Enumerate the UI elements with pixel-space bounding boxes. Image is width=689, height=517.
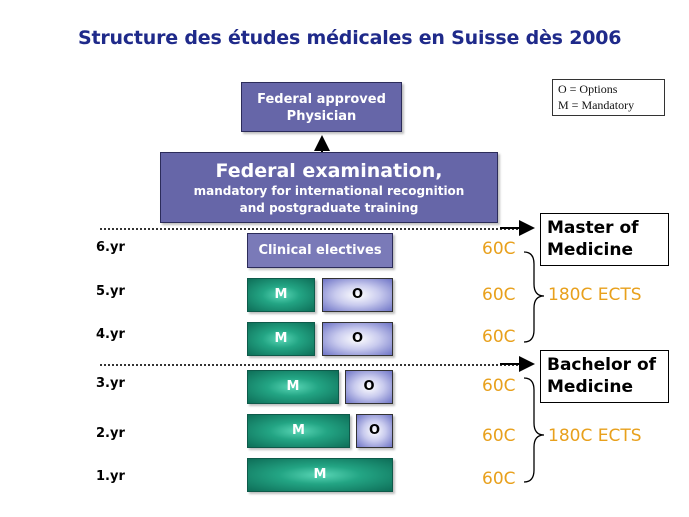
clinical-electives-box: Clinical electives xyxy=(247,233,393,268)
year4-mandatory-box: M xyxy=(247,322,315,356)
year5-option-box: O xyxy=(322,278,393,312)
credit-year1: 60C xyxy=(482,469,516,489)
federal-physician-line1: Federal approved xyxy=(257,92,386,107)
bachelor-degree-line2: Medicine xyxy=(547,377,633,397)
year1-mandatory-box: M xyxy=(247,458,393,492)
year4-option-box: O xyxy=(322,322,393,356)
credit-year4: 60C xyxy=(482,327,516,347)
bachelor-degree-line1: Bachelor of xyxy=(547,355,657,375)
federal-exam-title: Federal examination, xyxy=(215,160,443,182)
legend-mandatory: M = Mandatory xyxy=(558,98,635,112)
year3-option-box: O xyxy=(345,370,393,404)
year2-option-box: O xyxy=(356,414,393,448)
legend-options: O = Options xyxy=(558,82,618,96)
credit-year3: 60C xyxy=(482,376,516,396)
credit-year5: 60C xyxy=(482,285,516,305)
federal-physician-line2: Physician xyxy=(286,109,357,124)
year3-mandatory-box: M xyxy=(247,370,339,404)
federal-exam-line1: mandatory for international recognition xyxy=(193,184,465,198)
year2-mandatory-box: M xyxy=(247,414,350,448)
credit-year2: 60C xyxy=(482,426,516,446)
year5-mandatory-box: M xyxy=(247,278,315,312)
master-degree-line2: Medicine xyxy=(547,240,633,260)
year-label-4: 4.yr xyxy=(96,327,125,342)
year-label-2: 2.yr xyxy=(96,426,125,441)
master-degree-box xyxy=(540,213,669,266)
year-label-3: 3.yr xyxy=(96,376,125,391)
bachelor-degree-box xyxy=(540,350,669,403)
year-label-5: 5.yr xyxy=(96,284,125,299)
page-title: Structure des études médicales en Suisse dès 2006 xyxy=(78,27,622,49)
year-label-1: 1.yr xyxy=(96,469,125,484)
ects-master-total: 180C ECTS xyxy=(548,285,642,305)
federal-exam-line2: and postgraduate training xyxy=(239,201,419,215)
ects-bachelor-total: 180C ECTS xyxy=(548,426,642,446)
year-label-6: 6.yr xyxy=(96,240,125,255)
master-degree-line1: Master of xyxy=(547,218,639,238)
credit-year6: 60C xyxy=(482,239,516,259)
